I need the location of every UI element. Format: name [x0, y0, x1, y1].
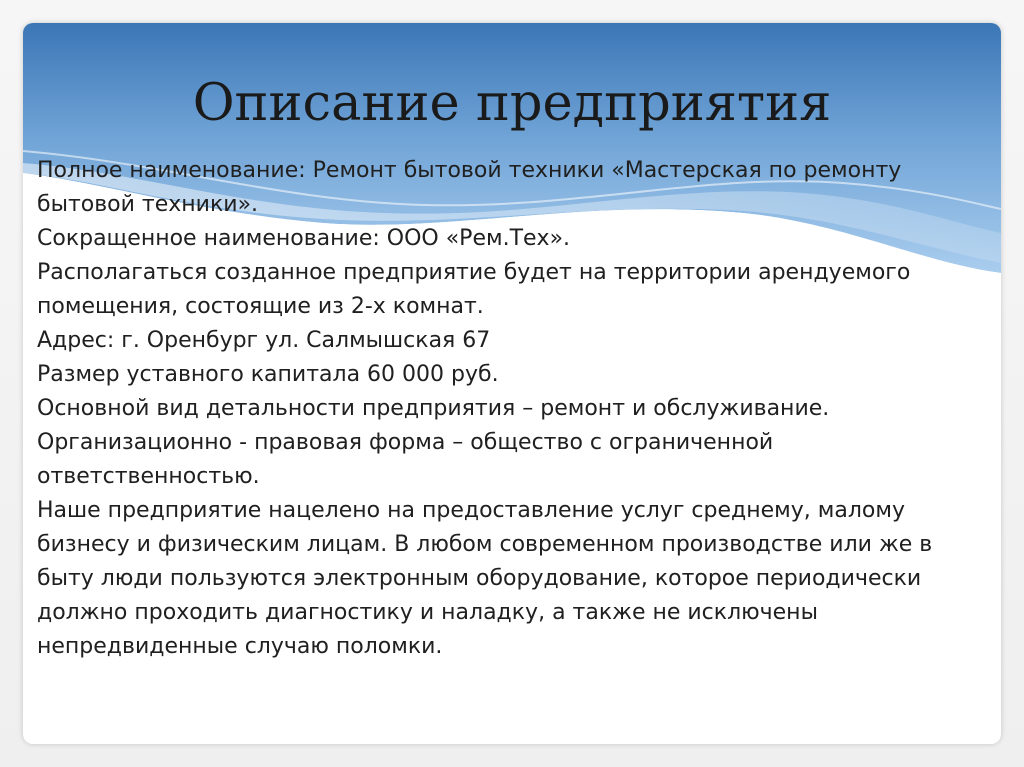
paragraph-main-activity: Основной вид детальности предприятия – ремонт и обслуживание.: [37, 396, 830, 421]
paragraph-legal-form: Организационно - правовая форма – общество с ограниченной ответственностью.: [37, 430, 774, 489]
paragraph-address: Адрес: г. Оренбург ул. Салмышская 67: [37, 328, 491, 353]
paragraph-capital: Размер уставного капитала 60 000 руб.: [37, 362, 499, 387]
slide-body: [37, 154, 992, 664]
paragraph-full-name: Полное наименование: Ремонт бытовой техники «Мастерская по ремонту бытовой техники».: [37, 158, 902, 217]
paragraph-description: Наше предприятие нацелено на предоставление услуг среднему, малому бизнесу и физическим лицам. В любом современном производстве или же в быту люди пользуются электронным оборудование, которое периодически должно проходить диагностику и наладку, а также не исключены непредвиденные случаю поломки.: [37, 498, 933, 659]
slide-title: Описание предприятия: [192, 74, 832, 133]
paragraph-short-name: Сокращенное наименование: ООО «Рем.Тех».: [37, 226, 571, 251]
paragraph-location: Располагаться созданное предприятие будет на территории арендуемого помещения, состоящие из 2-х комнат.: [37, 260, 911, 319]
slide: [23, 23, 1001, 744]
